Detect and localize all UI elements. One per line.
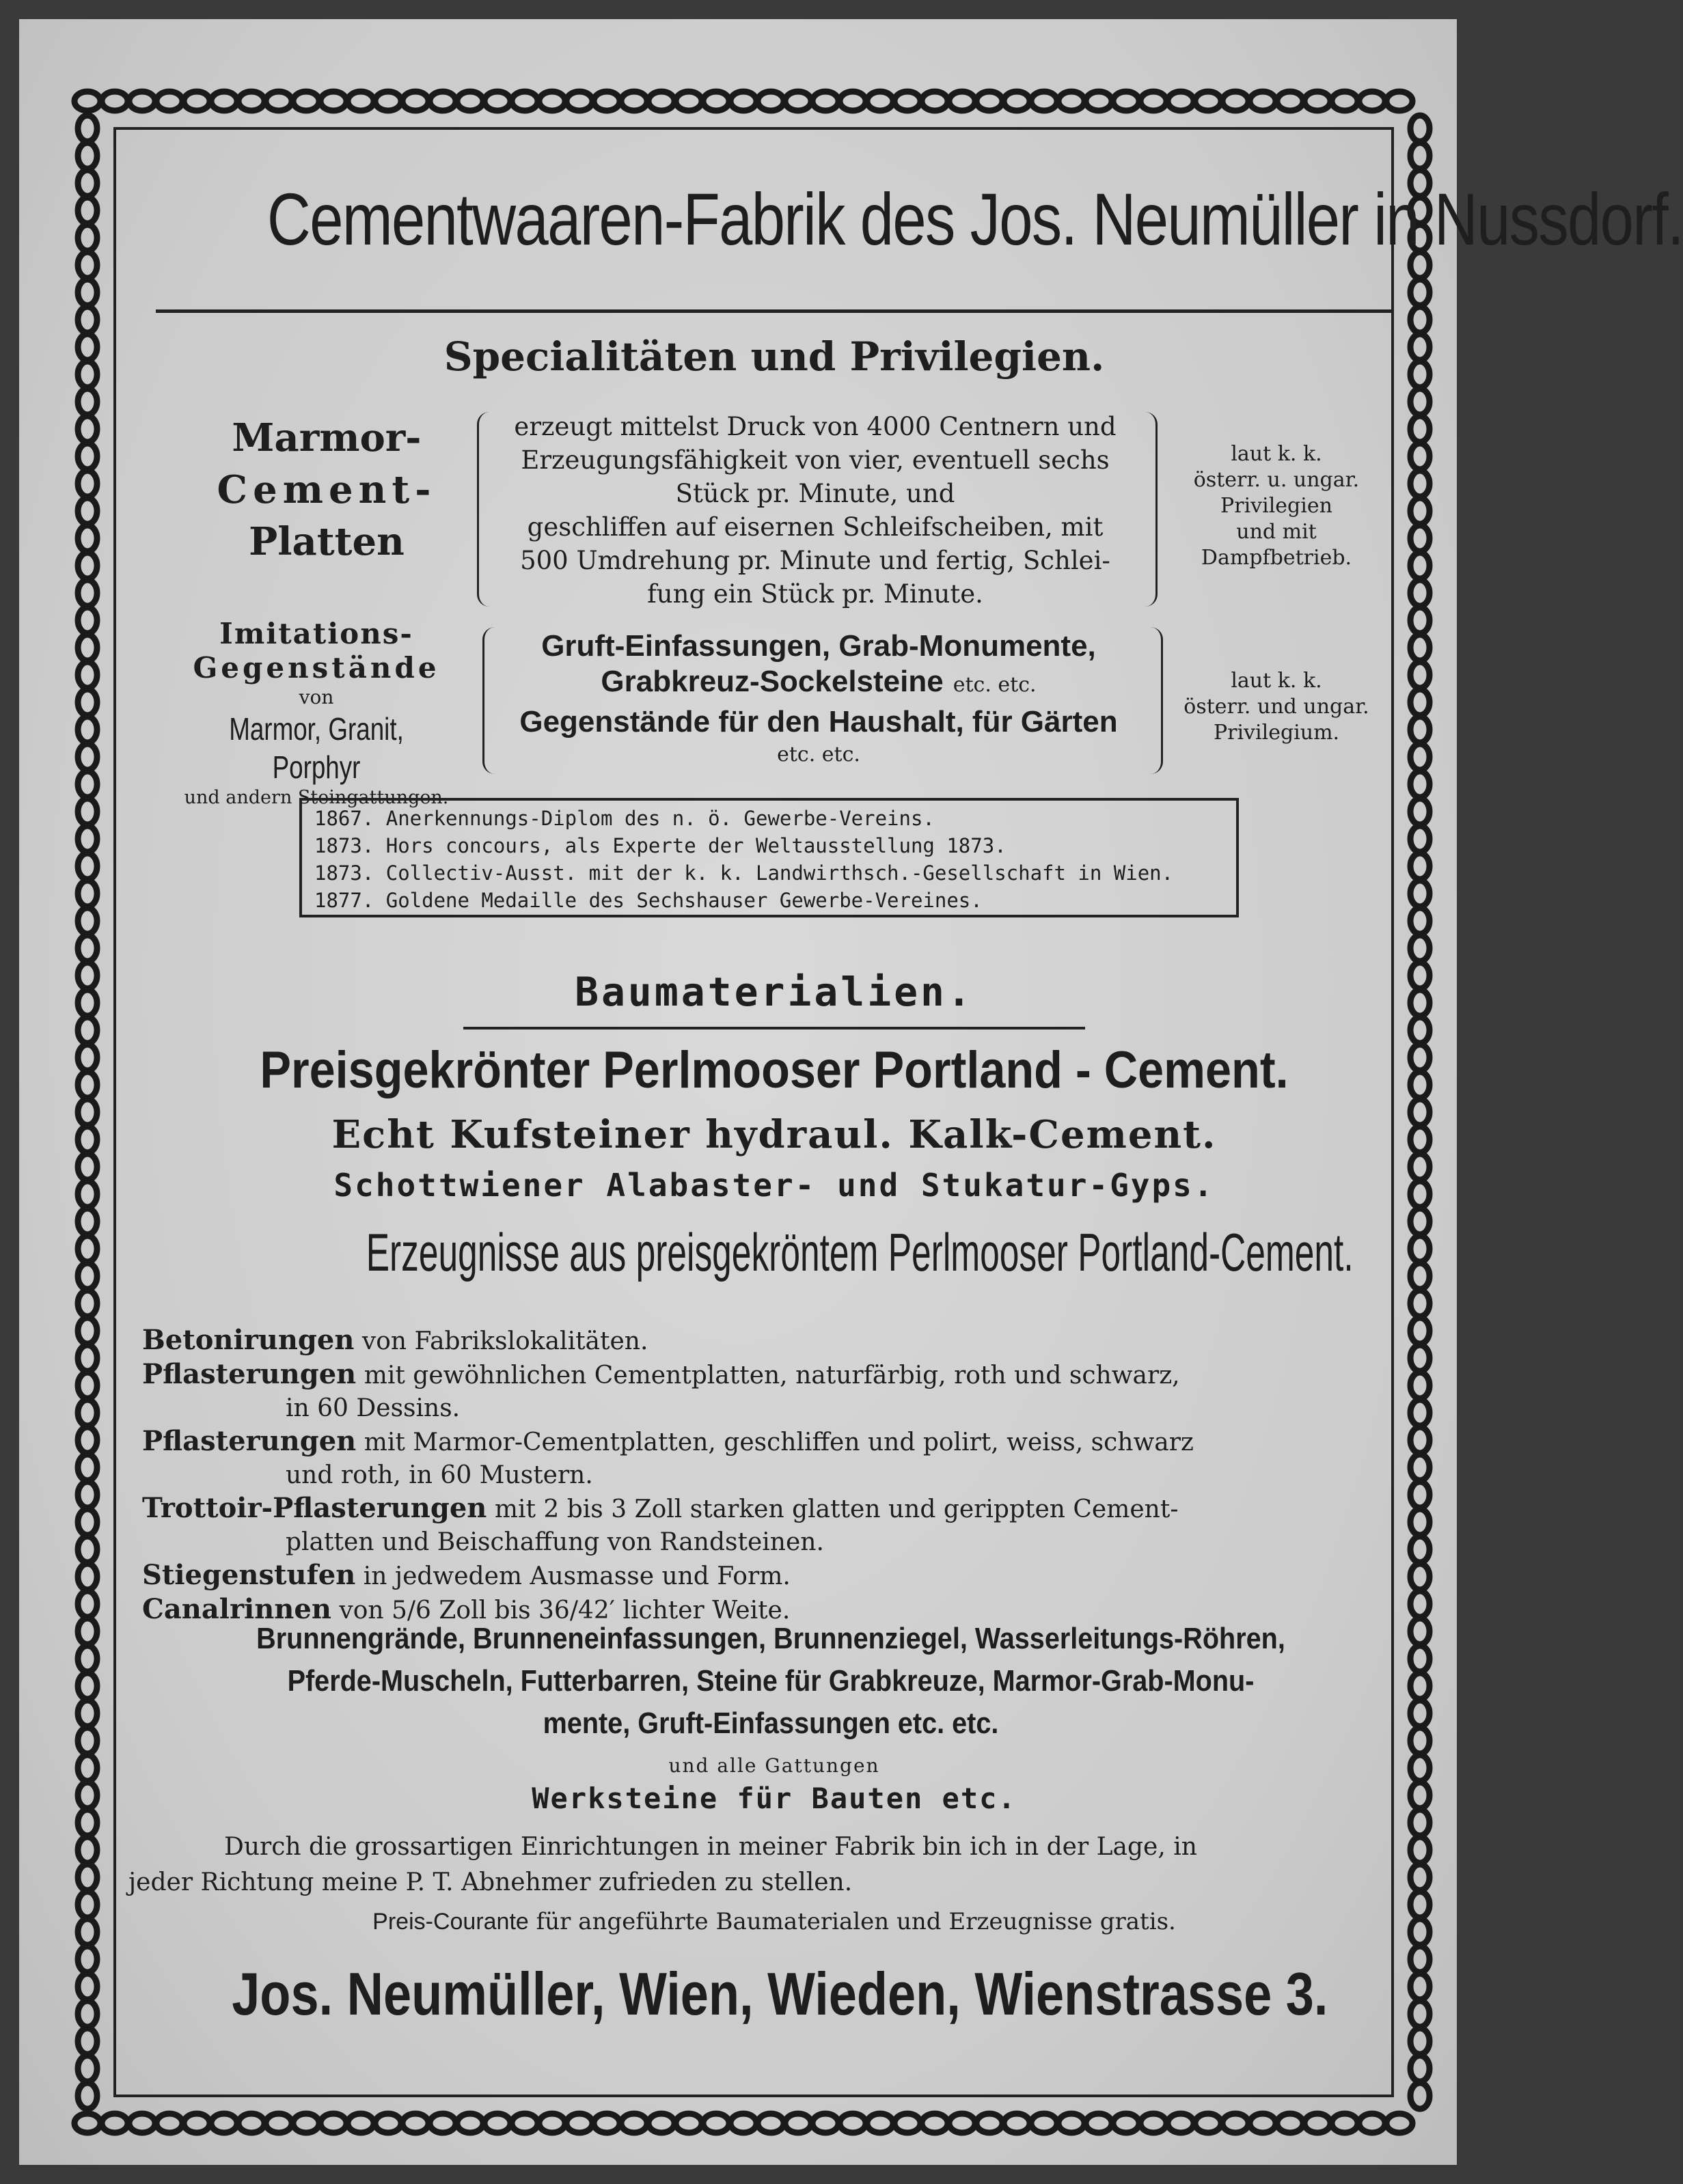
chain-link [922, 92, 948, 111]
chain-link [1410, 143, 1429, 169]
chain-link [1410, 853, 1429, 879]
chain-link [1410, 2083, 1429, 2109]
chain-link [1386, 92, 1412, 111]
chain-link [1250, 92, 1276, 111]
chain-link [78, 498, 97, 524]
chain-link [211, 92, 237, 111]
chain-link [1410, 1946, 1429, 1972]
chain-link [484, 92, 510, 111]
chain-link [1410, 635, 1429, 661]
imitation-name: Imitations- Gegenstände von Marmor, Granit, Porphyr und andern Steingattungen. [184, 617, 449, 808]
chain-link [512, 92, 538, 111]
chain-link [78, 1290, 97, 1316]
list-item: Canalrinnen von 5/6 Zoll bis 36/42′ lichter Weite. [142, 1593, 791, 1625]
chain-link [78, 1810, 97, 1836]
chain-link [676, 2114, 702, 2133]
chain-link [1410, 1017, 1429, 1043]
chain-link [78, 471, 97, 497]
chain-link [78, 389, 97, 415]
marmor-description: erzeugt mittelst Druck von 4000 Centnern und Erzeugungsfähigkeit von vier, eventuell sechs Stück pr. Minute, und geschliffen auf eisernen Schleifscheiben, mit 500 Umdrehung pr. Minute und fertig, Schlei- fung ein Stück pr. Minute. [514, 412, 1117, 609]
list-item: Pflasterungen mit Marmor-Cementplatten, geschliffen und polirt, weiss, schwarz [142, 1425, 1194, 1457]
chain-link [1410, 1099, 1429, 1125]
marmor-name: Marmor- Cement- Platten [217, 415, 437, 564]
chain-link [78, 1208, 97, 1234]
chain-link [1410, 1974, 1429, 2000]
chain-link [211, 2114, 237, 2133]
chain-link [566, 2114, 592, 2133]
chain-link [1410, 1236, 1429, 1262]
chain-link [1004, 92, 1030, 111]
chain-link [1410, 1618, 1429, 1644]
list-item: Stiegenstufen in jedwedem Ausmasse und Form. [142, 1559, 791, 1591]
advertisement-content [128, 163, 1683, 2048]
chain-link [78, 1618, 97, 1644]
award-item: 1877. Goldene Medaille des Sechshauser Gewerbe-Vereines. [314, 889, 983, 912]
schottwiener-line: Schottwiener Alabaster- und Stukatur-Gyps. [333, 1167, 1215, 1204]
chain-link [539, 92, 565, 111]
erzeugnisse-list [142, 1324, 1399, 1627]
chain-link [1410, 881, 1429, 907]
chain-link [1410, 689, 1429, 715]
chain-link [1086, 92, 1112, 111]
chain-link [1410, 1318, 1429, 1344]
chain-link [1410, 1400, 1429, 1426]
chain-link [129, 92, 155, 111]
chain-link [78, 1673, 97, 1699]
chain-link [78, 2056, 97, 2082]
chain-link [484, 2114, 510, 2133]
chain-link [78, 197, 97, 223]
chain-link [78, 1372, 97, 1398]
chain-link [1410, 990, 1429, 1016]
chain-link [1332, 2114, 1358, 2133]
chain-link [238, 92, 264, 111]
kufsteiner-line: Echt Kufsteiner hydraul. Kalk-Cement. [331, 1112, 1217, 1157]
chain-link [1058, 92, 1084, 111]
chain-link [1410, 1700, 1429, 1726]
chain-link [78, 143, 97, 169]
chain-link [730, 92, 756, 111]
chain-link [1410, 1126, 1429, 1152]
chain-link [78, 1454, 97, 1480]
chain-link [785, 92, 811, 111]
chain-link [949, 92, 975, 111]
chain-link [78, 717, 97, 743]
chain-link [238, 2114, 264, 2133]
chain-link [156, 92, 182, 111]
chain-link [1410, 471, 1429, 497]
chain-link [78, 553, 97, 579]
chain-link [894, 2114, 920, 2133]
chain-link [78, 1072, 97, 1098]
chain-link [1410, 1454, 1429, 1480]
chain-link [1410, 1564, 1429, 1590]
chain-link [78, 252, 97, 278]
chain-link [156, 2114, 182, 2133]
chain-link [840, 92, 866, 111]
products-bold-block: Brunnengrände, Brunneneinfassungen, Brunnenziegel, Wasserleitungs-Röhren, Pferde-Muscheln, Futterbarren, Steine für Grabkreuze, Marmor-Grab-Monu- mente, Gruft-Einfassungen etc. etc. [256, 1622, 1285, 1740]
chain-link [1410, 1482, 1429, 1508]
chain-link [1410, 1536, 1429, 1562]
chain-link [730, 2114, 756, 2133]
chain-link [320, 2114, 346, 2133]
chain-link [922, 2114, 948, 2133]
chain-link [78, 1345, 97, 1371]
chain-link [78, 1591, 97, 1617]
chain-link [102, 92, 128, 111]
chain-link [1410, 1919, 1429, 1945]
chain-link [78, 1236, 97, 1262]
chain-link [1410, 1372, 1429, 1398]
chain-link [78, 881, 97, 907]
chain-link [621, 92, 647, 111]
chain-link [703, 2114, 729, 2133]
chain-link [78, 963, 97, 989]
chain-link [1410, 1263, 1429, 1289]
chain-link [976, 2114, 1002, 2133]
chain-link [1058, 2114, 1084, 2133]
chain-link [1031, 2114, 1057, 2133]
chain-link [78, 115, 97, 141]
chain-link [1332, 92, 1358, 111]
chain-link [1410, 115, 1429, 141]
chain-link [840, 2114, 866, 2133]
chain-link [1410, 1208, 1429, 1234]
chain-link [74, 2114, 100, 2133]
chain-link [1410, 525, 1429, 551]
chain-link [1410, 771, 1429, 797]
chain-link [78, 1892, 97, 1918]
chain-link [78, 607, 97, 633]
baumaterialien-rule [463, 1027, 1085, 1029]
chain-link [1410, 607, 1429, 633]
chain-link [1140, 92, 1166, 111]
chain-link [1410, 1072, 1429, 1098]
chain-link [703, 92, 729, 111]
chain-link [1410, 1045, 1429, 1070]
chain-link [949, 2114, 975, 2133]
chain-link [348, 92, 374, 111]
chain-link [78, 1755, 97, 1781]
chain-link [1410, 826, 1429, 852]
awards-box [299, 798, 1239, 917]
chain-link [78, 225, 97, 251]
chain-link [1410, 744, 1429, 770]
chain-link [74, 92, 100, 111]
chain-link [375, 92, 401, 111]
list-item-continuation: und roth, in 60 Mustern. [286, 1461, 593, 1489]
chain-link [1359, 2114, 1385, 2133]
award-item: 1873. Collectiv-Ausst. mit der k. k. Landwirthsch.-Gesellschaft in Wien. [314, 861, 1174, 885]
chain-link [78, 908, 97, 934]
chain-link [1410, 389, 1429, 415]
chain-link [78, 1864, 97, 1890]
chain-link [976, 92, 1002, 111]
chain-link [184, 92, 210, 111]
chain-link [1410, 908, 1429, 934]
footer-address: Jos. Neumüller, Wien, Wieden, Wienstrasse 3. [232, 1960, 1328, 2028]
chain-link [430, 92, 456, 111]
chain-link [78, 416, 97, 442]
award-item: 1867. Anerkennungs-Diplom des n. ö. Gewerbe-Vereins. [314, 807, 935, 830]
chain-link [785, 2114, 811, 2133]
chain-link [78, 1427, 97, 1453]
werksteine-line: Werksteine für Bauten etc. [532, 1782, 1017, 1815]
chain-link [1222, 2114, 1248, 2133]
chain-link [402, 2114, 428, 2133]
chain-link [78, 1919, 97, 1945]
chain-link [1410, 1345, 1429, 1371]
chain-link [78, 2028, 97, 2054]
chain-link [78, 935, 97, 961]
chain-link [1410, 935, 1429, 961]
chain-link [102, 2114, 128, 2133]
chain-link [894, 92, 920, 111]
chain-link [78, 635, 97, 661]
chain-link [184, 2114, 210, 2133]
chain-link [1410, 1646, 1429, 1672]
chain-link [78, 744, 97, 770]
chain-link [78, 361, 97, 387]
chain-link [1250, 2114, 1276, 2133]
und-alle-gattungen: und alle Gattungen [668, 1754, 880, 1777]
chain-link [1410, 717, 1429, 743]
chain-link [78, 2001, 97, 2027]
chain-link [1410, 963, 1429, 989]
chain-link [1410, 1673, 1429, 1699]
chain-link [594, 92, 620, 111]
chain-link [320, 92, 346, 111]
chain-link [1410, 1782, 1429, 1808]
chain-link [78, 2083, 97, 2109]
chain-link [78, 799, 97, 825]
chain-link [621, 2114, 647, 2133]
chain-link [78, 443, 97, 469]
chain-link [676, 92, 702, 111]
chain-link [78, 307, 97, 333]
chain-link [78, 1946, 97, 1972]
list-item-continuation: in 60 Dessins. [286, 1394, 461, 1422]
chain-link [1168, 92, 1194, 111]
chain-link [78, 990, 97, 1016]
chain-link [812, 2114, 838, 2133]
chain-link [1410, 1837, 1429, 1863]
chain-link [78, 1974, 97, 2000]
chain-link [1410, 580, 1429, 606]
chain-link [1410, 1864, 1429, 1890]
chain-link [78, 1017, 97, 1043]
chain-link [78, 1126, 97, 1152]
chain-link [1410, 2028, 1429, 2054]
chain-link [78, 1509, 97, 1535]
chain-link [78, 1181, 97, 1207]
chain-link [78, 771, 97, 797]
chain-link [78, 689, 97, 715]
title-rule [156, 309, 1393, 313]
chain-link [78, 1564, 97, 1590]
chain-link [1086, 2114, 1112, 2133]
chain-link [78, 853, 97, 879]
chain-link [812, 92, 838, 111]
chain-link [1410, 662, 1429, 688]
chain-link [430, 2114, 456, 2133]
durch-paragraph: Durch die grossartigen Einrichtungen in meiner Fabrik bin ich in der Lage, in jeder Richtung meine P. T. Abnehmer zufrieden zu stellen. [128, 1833, 1197, 1896]
chain-link [78, 1482, 97, 1508]
erzeugnisse-heading: Erzeugnisse aus preisgekröntem Perlmooser Portland-Cement. [366, 1222, 1354, 1282]
chain-link [1359, 92, 1385, 111]
chain-link [1410, 1728, 1429, 1754]
chain-link [1195, 2114, 1221, 2133]
chain-link [78, 334, 97, 360]
chain-link [266, 92, 292, 111]
chain-link [758, 2114, 784, 2133]
chain-link [1410, 361, 1429, 387]
chain-link [1304, 2114, 1330, 2133]
chain-link [566, 92, 592, 111]
chain-link [1004, 2114, 1030, 2133]
chain-link [348, 2114, 374, 2133]
imitation-description: Gruft-Einfassungen, Grab-Monumente, Grabkreuz-Sockelsteine etc. etc. Gegenstände für den Haushalt, für Gärten etc. etc. [519, 629, 1118, 766]
page-paper [19, 19, 1683, 2165]
chain-link [129, 2114, 155, 2133]
chain-link [648, 92, 674, 111]
marmor-note: laut k. k. österr. u. ungar. Privilegien und mit Dampfbetrieb. [1193, 442, 1360, 570]
chain-link [78, 826, 97, 852]
chain-link [78, 1646, 97, 1672]
baumaterialien-heading: Baumaterialien. [575, 969, 974, 1015]
chain-link [1410, 1892, 1429, 1918]
chain-link [1195, 92, 1221, 111]
chain-link [78, 1400, 97, 1426]
portland-cement-line: Preisgekrönter Perlmooser Portland - Cement. [260, 1041, 1289, 1099]
chain-link [1222, 92, 1248, 111]
chain-link [648, 2114, 674, 2133]
imitation-note: laut k. k. österr. und ungar. Privilegium. [1183, 669, 1369, 745]
chain-link [1410, 799, 1429, 825]
chain-link [78, 1728, 97, 1754]
list-item: Trottoir-Pflasterungen mit 2 bis 3 Zoll starken glatten und gerippten Cement- [142, 1492, 1179, 1524]
chain-link [1410, 279, 1429, 305]
chain-link [512, 2114, 538, 2133]
chain-link [78, 525, 97, 551]
chain-link [1410, 1810, 1429, 1836]
preis-courante-line: Preis-Courante für angeführte Baumaterialen und Erzeugnisse gratis. [372, 1908, 1176, 1935]
chain-link [78, 170, 97, 196]
chain-link [1410, 2056, 1429, 2082]
chain-link [78, 1837, 97, 1863]
chain-link [1410, 334, 1429, 360]
page-title: Cementwaaren-Fabrik des Jos. Neumüller in Nussdorf. [266, 178, 1683, 260]
chain-link [867, 2114, 893, 2133]
chain-link [78, 1700, 97, 1726]
chain-link [1410, 498, 1429, 524]
chain-link [1113, 2114, 1139, 2133]
chain-link [78, 1045, 97, 1070]
chain-link [78, 1782, 97, 1808]
chain-link [293, 2114, 319, 2133]
chain-link [78, 1536, 97, 1562]
chain-link [1410, 443, 1429, 469]
chain-link [1410, 1591, 1429, 1617]
chain-link [78, 279, 97, 305]
award-item: 1873. Hors concours, als Experte der Weltausstellung 1873. [314, 834, 1007, 857]
chain-link [457, 2114, 483, 2133]
chain-link [594, 2114, 620, 2133]
section-subtitle: Specialitäten und Privilegien. [443, 333, 1105, 380]
chain-link [1410, 1427, 1429, 1453]
chain-link [78, 1099, 97, 1125]
list-item: Pflasterungen mit gewöhnlichen Cementplatten, naturfärbig, roth und schwarz, [142, 1358, 1180, 1390]
chain-link [758, 92, 784, 111]
chain-link [1277, 2114, 1303, 2133]
chain-link [266, 2114, 292, 2133]
list-item-continuation: platten und Beischaffung von Randsteinen. [286, 1528, 824, 1556]
chain-link [78, 662, 97, 688]
chain-link [1410, 553, 1429, 579]
chain-link [78, 1154, 97, 1180]
chain-link [1410, 2001, 1429, 2027]
chain-link [402, 92, 428, 111]
chain-link [1304, 92, 1330, 111]
chain-link [1113, 92, 1139, 111]
chain-link [78, 580, 97, 606]
chain-link [78, 1263, 97, 1289]
chain-link [1410, 1755, 1429, 1781]
chain-link [539, 2114, 565, 2133]
chain-link [1277, 92, 1303, 111]
chain-link [1140, 2114, 1166, 2133]
chain-link [1410, 1509, 1429, 1535]
chain-link [1410, 307, 1429, 333]
chain-link [78, 1318, 97, 1344]
chain-link [457, 92, 483, 111]
chain-link [1410, 1290, 1429, 1316]
chain-link [1031, 92, 1057, 111]
chain-link [1168, 2114, 1194, 2133]
chain-link [375, 2114, 401, 2133]
list-item: Betonirungen von Fabrikslokalitäten. [142, 1324, 648, 1356]
chain-link [1410, 416, 1429, 442]
chain-link [293, 92, 319, 111]
chain-link [1386, 2114, 1412, 2133]
chain-link [867, 92, 893, 111]
